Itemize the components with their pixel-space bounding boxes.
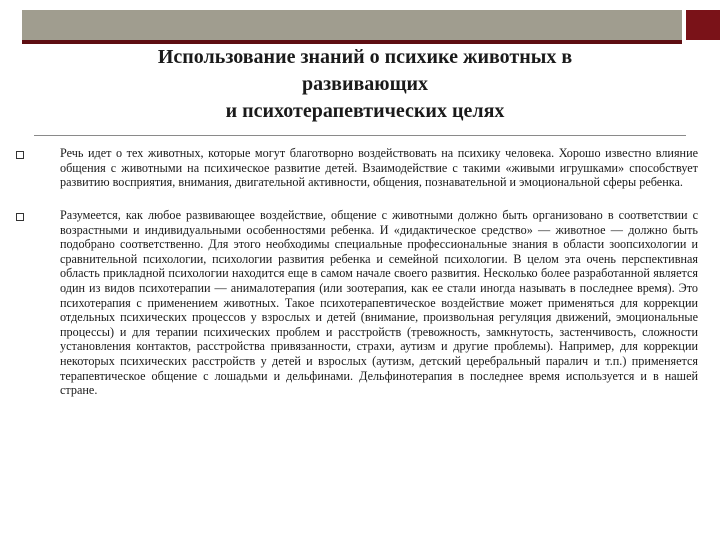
title-line-2: развивающих: [302, 73, 428, 95]
slide-title: [90, 44, 640, 125]
title-line-1: Использование знаний о психике животных в: [157, 46, 573, 68]
header-bar: [22, 10, 682, 44]
bullet-square-icon: [16, 213, 24, 221]
title-divider: [34, 135, 686, 136]
paragraph-2: Разумеется, как любое развивающее воздействие, общение с животными должно быть организовано в соответствии с возрастными и индивидуальными особенностями ребенка. И «дидактическое средство» — животное — должно быть подобрано соответственно. Для этого необходимы специальные профессиональные знания в области зоопсихологии и сравнительной психологии, психологии развития ребенка и семейной психологии. В целом эта очень перспективная область прикладной психологии находится еще в самом начале своего развития. Несколько более разработанной является один из видов психотерапии — анималотерапия (или зоотерапия, как ее стали иногда называть в последнее время). Это психотерапия с применением животных. Такое психотерапевтическое воздействие может применяться для коррекции отдельных психических процессов у взрослых и детей (внимание, произвольная регуляция движений, эмоциональные процессы) и для терапии психических проблем и расстройств (тревожность, замкнутость, застенчивость, сложности установления контактов, расстройства привязанности, страхи, аутизм и другие проблемы). Например, для коррекции некоторых психических расстройств у детей и взрослых (аутизм, детский церебральный паралич и т.п.) применяется терапевтическое общение с лошадьми и дельфинами. Дельфинотерапия в последнее время используется и в нашей стране.: [60, 208, 698, 398]
title-line-3: и психотерапевтических целях: [225, 100, 505, 122]
header-corner-block: [686, 10, 720, 40]
paragraph-1: Речь идет о тех животных, которые могут благотворно воздействовать на психику человека. Хорошо известно влияние общения с животными на психическое развитие детей. Взаимодействие с такими «живыми игрушками» способствует развитию восприятия, внимания, двигательной активности, общения, познавательной и эмоциональной сферы ребенка.: [60, 146, 698, 190]
bullet-square-icon: [16, 151, 24, 159]
